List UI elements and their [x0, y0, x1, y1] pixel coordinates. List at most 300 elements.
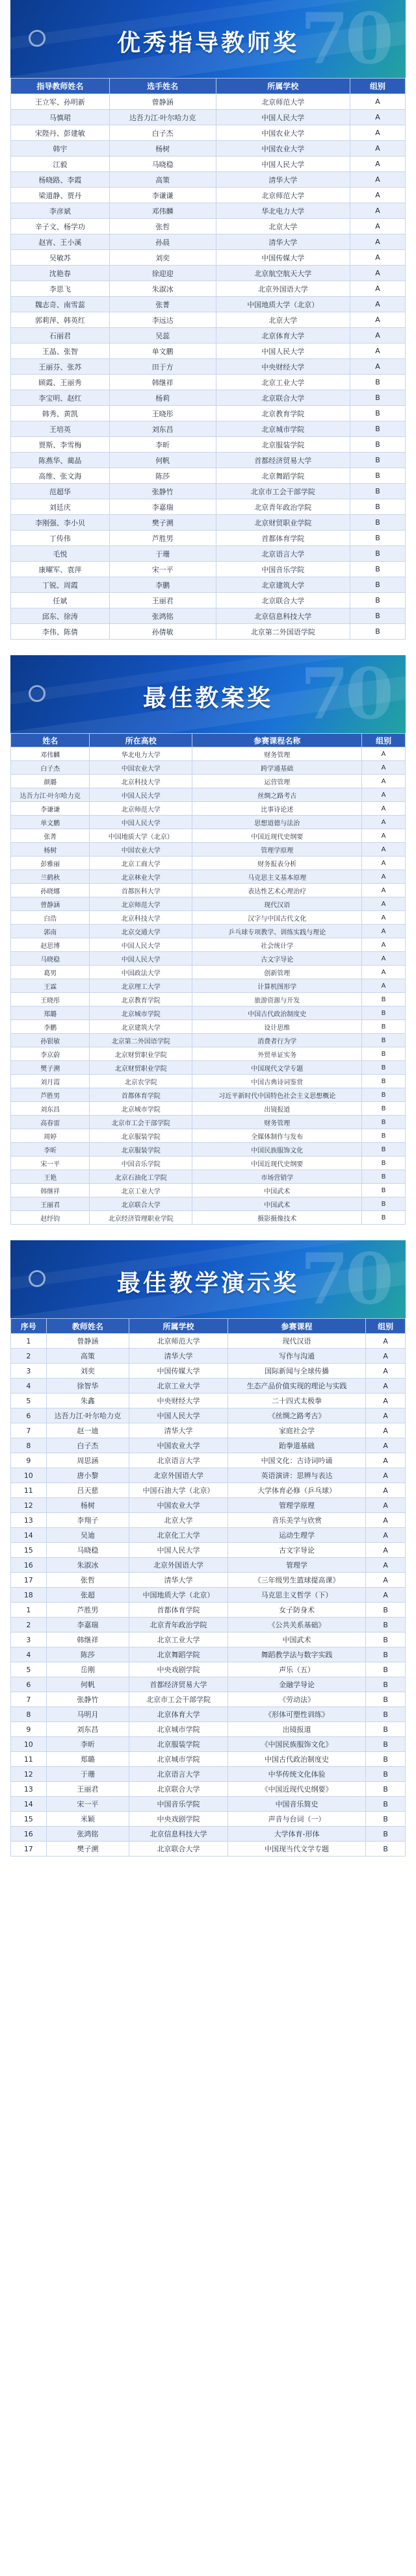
table-cell: 北京第二外国语学院 — [90, 1034, 192, 1047]
table-cell: B — [350, 437, 406, 453]
table-cell: 北京建筑大学 — [90, 1020, 192, 1034]
table-row — [11, 1364, 406, 1379]
table-cell: B — [350, 546, 406, 562]
table-cell: 兰鹤秋 — [11, 870, 90, 884]
table-cell: 北京服装学院 — [90, 1129, 192, 1143]
table-cell: 北京城市学院 — [216, 421, 350, 437]
table-cell: 中国农业大学 — [129, 1498, 228, 1513]
table-cell: 首都体育学院 — [90, 1088, 192, 1102]
table-cell: 刘东昌 — [109, 421, 216, 437]
table-row — [11, 1543, 406, 1558]
table-cell: 财务管理 — [192, 747, 362, 761]
table-row — [11, 156, 406, 172]
table-row — [11, 1170, 406, 1184]
table-cell: 12 — [11, 1767, 47, 1782]
table-cell: 北京联合大学 — [216, 593, 350, 608]
table-cell: 韩秀、黄凯 — [11, 406, 110, 421]
table-cell: A — [362, 952, 406, 966]
table-cell: 马慎珺 — [11, 110, 110, 125]
table-cell: B — [366, 1827, 406, 1842]
table-cell: 于珊 — [109, 546, 216, 562]
table-cell: B — [350, 406, 406, 421]
table-cell: 首都体育学院 — [216, 531, 350, 546]
table-cell: 北京服装学院 — [216, 437, 350, 453]
table-cell: B — [366, 1618, 406, 1632]
table-cell: 2 — [11, 1618, 47, 1632]
table-cell: 《中国民族服饰文化》 — [228, 1737, 365, 1752]
table-cell: 17 — [11, 1842, 47, 1857]
table-cell: 何帆 — [109, 453, 216, 468]
table-cell: 管理学原理 — [192, 843, 362, 857]
column-header: 组别 — [350, 79, 406, 94]
table-cell: A — [362, 979, 406, 993]
table-cell: 5 — [11, 1394, 47, 1408]
table-cell: 声乐（五） — [228, 1662, 365, 1677]
table-cell: 沈艳春 — [11, 266, 110, 281]
table-row — [11, 1707, 406, 1722]
table-cell: 3 — [11, 1364, 47, 1379]
table-cell: 思想道德与法治 — [192, 816, 362, 829]
table-cell: 孙银敏 — [11, 1034, 90, 1047]
table-cell: 北京联合大学 — [216, 390, 350, 406]
table-cell: 吴敏苏 — [11, 250, 110, 266]
table-row — [11, 897, 406, 911]
table-cell: A — [366, 1543, 406, 1558]
table-cell: B — [350, 593, 406, 608]
table-cell: 女子防身术 — [228, 1603, 365, 1618]
table-cell: B — [366, 1737, 406, 1752]
table-cell: 贾斯、李雪梅 — [11, 437, 110, 453]
table-cell: 14 — [11, 1528, 47, 1543]
table-cell: 8 — [11, 1707, 47, 1722]
table-cell: 中国地质大学（北京） — [90, 829, 192, 843]
table-cell: 二十四式太极拳 — [228, 1394, 365, 1408]
table-cell: 陈燕华、蔺晶 — [11, 453, 110, 468]
table-cell: A — [366, 1588, 406, 1603]
table-row — [11, 1408, 406, 1423]
table-cell: B — [362, 1184, 406, 1197]
table-cell: 芦胜男 — [11, 1088, 90, 1102]
table-cell: 宋一平 — [46, 1797, 129, 1812]
section-best-lesson-plan — [0, 655, 416, 1240]
table-cell: 18 — [11, 1588, 47, 1603]
table-cell: A — [362, 816, 406, 829]
table-cell: 石丽君 — [11, 328, 110, 344]
table-cell: 高策 — [46, 1349, 129, 1364]
table-row — [11, 1143, 406, 1157]
table-cell: 运动生理学 — [228, 1528, 365, 1543]
table-cell: B — [362, 1075, 406, 1088]
table-cell: 曾静涵 — [46, 1334, 129, 1349]
table-row — [11, 802, 406, 816]
table-cell: 古文字导论 — [192, 952, 362, 966]
table-row — [11, 1513, 406, 1528]
table-cell: 13 — [11, 1513, 47, 1528]
table-cell: A — [362, 897, 406, 911]
table-row — [11, 110, 406, 125]
table-cell: 唐小黎 — [46, 1468, 129, 1483]
table-cell: 北京语言大学 — [129, 1453, 228, 1468]
table-cell: 丁锐、周霞 — [11, 577, 110, 593]
table-cell: 宋一平 — [11, 1157, 90, 1170]
table-cell: A — [362, 843, 406, 857]
table-body — [11, 94, 406, 640]
table-cell: 北京教育学院 — [216, 406, 350, 421]
table-cell: 16 — [11, 1558, 47, 1573]
table-cell: 李谦谦 — [11, 802, 90, 816]
table-cell: 中国人民大学 — [129, 1543, 228, 1558]
table-row — [11, 1603, 406, 1618]
table-row — [11, 577, 406, 593]
table-row — [11, 747, 406, 761]
table-cell: B — [362, 1061, 406, 1075]
section-title: 最佳教案奖 — [142, 685, 273, 712]
table-cell: 北京外国语大学 — [216, 281, 350, 297]
table-cell: A — [350, 297, 406, 312]
table-cell: 芦胜男 — [109, 531, 216, 546]
table-cell: 中国近现代史纲要 — [192, 1157, 362, 1170]
table-row — [11, 1020, 406, 1034]
table-cell: 中国近现代史纲要 — [192, 829, 362, 843]
table-cell: 社会统计学 — [192, 938, 362, 952]
table-cell: A — [362, 802, 406, 816]
table-row — [11, 234, 406, 250]
table-row — [11, 1618, 406, 1632]
table-cell: 李鹏 — [109, 577, 216, 593]
table-row — [11, 437, 406, 453]
table-cell: B — [350, 453, 406, 468]
table-cell: A — [350, 312, 406, 328]
table-row — [11, 468, 406, 484]
table-cell: B — [366, 1677, 406, 1692]
table-cell: B — [350, 421, 406, 437]
table-cell: 刘奕 — [109, 250, 216, 266]
table-cell: 北京青年政治学院 — [129, 1618, 228, 1632]
table-cell: 何帆 — [46, 1677, 129, 1692]
table-cell: 颜璐 — [11, 775, 90, 788]
table-cell: 白浩 — [11, 911, 90, 925]
table-cell: 中国古典诗词鉴赏 — [192, 1075, 362, 1088]
section-outstanding-instructor — [0, 0, 416, 655]
table-cell: 《公共关系基础》 — [228, 1618, 365, 1632]
table-row — [11, 515, 406, 531]
table-cell: A — [362, 911, 406, 925]
table-row — [11, 1423, 406, 1438]
table-cell: A — [362, 884, 406, 897]
table-row — [11, 1102, 406, 1116]
table-cell: 李思飞 — [11, 281, 110, 297]
table-cell: 北京信息科技大学 — [216, 608, 350, 624]
table-cell: 10 — [11, 1737, 47, 1752]
table-cell: A — [350, 250, 406, 266]
table-cell: 市场营销学 — [192, 1170, 362, 1184]
table-cell: 7 — [11, 1692, 47, 1707]
table-row — [11, 1722, 406, 1737]
column-header: 组别 — [366, 1319, 406, 1334]
table-cell: 中华传统文化体验 — [228, 1767, 365, 1782]
table-row — [11, 344, 406, 359]
table-cell: B — [362, 993, 406, 1007]
table-cell: 大学体育必修（乒乓球） — [228, 1483, 365, 1498]
table-cell: 9 — [11, 1453, 47, 1468]
table-cell: B — [362, 1129, 406, 1143]
table-cell: A — [362, 857, 406, 870]
table-cell: 中国地质大学（北京） — [216, 297, 350, 312]
table-cell: 汉字与中国古代文化 — [192, 911, 362, 925]
table-cell: 北京联合大学 — [90, 1197, 192, 1211]
table-cell: 丁传伟 — [11, 531, 110, 546]
table-cell: 杨晓路、李霞 — [11, 172, 110, 188]
table-cell: 跆拳道基础 — [228, 1438, 365, 1453]
table-row — [11, 857, 406, 870]
table-cell: 白子杰 — [46, 1438, 129, 1453]
table-body — [11, 747, 406, 1225]
table-cell: 葛男 — [11, 966, 90, 979]
table-cell: 韩继祥 — [109, 375, 216, 390]
table-cell: 王丽君 — [109, 593, 216, 608]
table-cell: A — [350, 203, 406, 219]
table-cell: 北京科技大学 — [90, 911, 192, 925]
table-cell: A — [350, 156, 406, 172]
table-cell: 马克思主义哲学（下） — [228, 1588, 365, 1603]
table-row — [11, 1349, 406, 1364]
table-cell: 王艳 — [11, 1170, 90, 1184]
table-cell: 北京青年政治学院 — [216, 499, 350, 515]
table-row — [11, 1483, 406, 1498]
table-cell: A — [362, 747, 406, 761]
table-cell: 王立军、孙明新 — [11, 94, 110, 110]
table-cell: 中国文化：古诗词吟诵 — [228, 1453, 365, 1468]
table-cell: B — [362, 1102, 406, 1116]
table-cell: 北京大学 — [216, 219, 350, 234]
table-cell: 朱淑冰 — [109, 281, 216, 297]
table-row — [11, 1007, 406, 1020]
table-cell: 宋陛丹、彭建敏 — [11, 125, 110, 141]
table-cell: 樊子溯 — [46, 1842, 129, 1857]
table-cell: 北京市工会干部学院 — [129, 1692, 228, 1707]
table-row — [11, 406, 406, 421]
table-row — [11, 1647, 406, 1662]
table-row — [11, 1662, 406, 1677]
table-cell: 辛子文、杨学功 — [11, 219, 110, 234]
table-cell: 徐迎迎 — [109, 266, 216, 281]
table-cell: 李宝明、赵红 — [11, 390, 110, 406]
table-cell: 北京航空航天大学 — [216, 266, 350, 281]
table-cell: 写作与沟通 — [228, 1349, 365, 1364]
table-cell: 李嘉瑞 — [109, 499, 216, 515]
table-row — [11, 94, 406, 110]
table-cell: 中国农业大学 — [90, 761, 192, 775]
table-cell: 乒乓球专项教学、训练实践与理论 — [192, 925, 362, 938]
table-cell: B — [350, 484, 406, 499]
table-cell: A — [366, 1498, 406, 1513]
table-cell: 杨树 — [109, 141, 216, 156]
table-row — [11, 761, 406, 775]
table-cell: 北京服装学院 — [129, 1737, 228, 1752]
table-cell: 高维、张文海 — [11, 468, 110, 484]
table-cell: 北京城市学院 — [90, 1007, 192, 1020]
table-cell: 12 — [11, 1498, 47, 1513]
table-cell: B — [362, 1143, 406, 1157]
table-cell: 彭雅丽 — [11, 857, 90, 870]
table-row — [11, 1632, 406, 1647]
table-cell: 孙倩敏 — [109, 624, 216, 640]
section-best-teaching-demo — [0, 1240, 416, 1872]
table-cell: 郑璐 — [46, 1752, 129, 1767]
table-cell: 王培英 — [11, 421, 110, 437]
table-cell: A — [366, 1453, 406, 1468]
table-cell: 表达性艺术心理治疗 — [192, 884, 362, 897]
table-cell: 北京语言大学 — [216, 546, 350, 562]
table-row — [11, 1767, 406, 1782]
table-cell: 杨树 — [46, 1498, 129, 1513]
table-cell: 北京师范大学 — [90, 897, 192, 911]
table-cell: 生态产品价值实现的理论与实践 — [228, 1379, 365, 1394]
table-cell: B — [350, 515, 406, 531]
column-header: 参赛课程名称 — [192, 734, 362, 747]
table-row — [11, 1197, 406, 1211]
banner-watermark-70: 70 — [300, 0, 390, 78]
table-cell: 杨树 — [11, 843, 90, 857]
table-cell: 16 — [11, 1827, 47, 1842]
table-cell: 北京城市学院 — [129, 1752, 228, 1767]
table-row — [11, 328, 406, 344]
table-cell: 北京财贸职业学院 — [90, 1061, 192, 1075]
table-cell: 单文鹏 — [11, 816, 90, 829]
table-row — [11, 1184, 406, 1197]
table-cell: 朱淑冰 — [46, 1558, 129, 1573]
table-cell: 运营管理 — [192, 775, 362, 788]
table-cell: B — [350, 624, 406, 640]
table-cell: 中国农业大学 — [216, 125, 350, 141]
table-cell: 中国农业大学 — [216, 141, 350, 156]
table-cell: 米颖 — [46, 1812, 129, 1827]
table-cell: 芦胜男 — [46, 1603, 129, 1618]
table-cell: 刘廷庆 — [11, 499, 110, 515]
table-cell: 陈莎 — [46, 1647, 129, 1662]
table-cell: B — [366, 1603, 406, 1618]
table-cell: 北京外国语大学 — [129, 1558, 228, 1573]
table-row — [11, 1558, 406, 1573]
table-cell: A — [350, 328, 406, 344]
table-cell: A — [350, 234, 406, 250]
banner-watermark-70: 70 — [300, 655, 390, 733]
table-cell: 外贸单证实务 — [192, 1047, 362, 1061]
table-cell: 北京第二外国语学院 — [216, 624, 350, 640]
table-cell: 中国音乐学院 — [129, 1797, 228, 1812]
table-cell: 财务报表分析 — [192, 857, 362, 870]
table-cell: 白子杰 — [109, 125, 216, 141]
table-cell: B — [362, 1116, 406, 1129]
table-row — [11, 1752, 406, 1767]
table-cell: 中国传媒大学 — [216, 250, 350, 266]
table-cell: A — [350, 188, 406, 203]
table-row — [11, 172, 406, 188]
table-cell: 中国人民大学 — [216, 156, 350, 172]
table-cell: B — [350, 499, 406, 515]
column-header: 姓名 — [11, 734, 90, 747]
table-cell: 4 — [11, 1379, 47, 1394]
table-cell: A — [362, 938, 406, 952]
table-cell: 顾霞、王丽秀 — [11, 375, 110, 390]
table-cell: 8 — [11, 1438, 47, 1453]
table-row — [11, 979, 406, 993]
table-row — [11, 141, 406, 156]
table-cell: 王晓彤 — [11, 993, 90, 1007]
table-cell: 周思涵 — [46, 1453, 129, 1468]
table-cell: 15 — [11, 1543, 47, 1558]
column-header: 选手姓名 — [109, 79, 216, 94]
table-cell: 11 — [11, 1483, 47, 1498]
table-cell: 中央财经大学 — [216, 359, 350, 375]
table-cell: 大学体育-形体 — [228, 1827, 365, 1842]
table-cell: 高春雷 — [11, 1116, 90, 1129]
table-cell: B — [366, 1782, 406, 1797]
table-cell: 邱东、徐涛 — [11, 608, 110, 624]
table-cell: 田于方 — [109, 359, 216, 375]
table-cell: 清华大学 — [129, 1423, 228, 1438]
table-cell: 国际新闻与全球传播 — [228, 1364, 365, 1379]
column-header: 参赛课程 — [228, 1319, 365, 1334]
table-cell: 张静竹 — [109, 484, 216, 499]
table-cell: 李京蔚 — [11, 1047, 90, 1061]
table-cell: 马晓稳 — [11, 952, 90, 966]
table-cell: 首都体育学院 — [129, 1603, 228, 1618]
table-cell: 李鹏 — [11, 1020, 90, 1034]
table-cell: B — [350, 562, 406, 577]
table-row — [11, 1498, 406, 1513]
table-row — [11, 1034, 406, 1047]
table-cell: 马明月 — [46, 1707, 129, 1722]
table-row — [11, 390, 406, 406]
table-cell: 现代汉语 — [228, 1334, 365, 1349]
table-row — [11, 788, 406, 802]
table-cell: 首都经济贸易大学 — [216, 453, 350, 468]
table-cell: 刘奕 — [46, 1364, 129, 1379]
table-cell: 出镜报道 — [192, 1102, 362, 1116]
table-row — [11, 375, 406, 390]
table-row — [11, 484, 406, 499]
table-cell: 李嘉瑞 — [46, 1618, 129, 1632]
table-row — [11, 593, 406, 608]
table-cell: A — [362, 775, 406, 788]
table-cell: 张哲 — [109, 219, 216, 234]
table-row — [11, 359, 406, 375]
table-cell: 达吾力江·叶尔哈力克 — [109, 110, 216, 125]
table-cell: 丝绸之路考古 — [192, 788, 362, 802]
table-cell: 北京交通大学 — [90, 925, 192, 938]
table-row — [11, 870, 406, 884]
table-header-row — [11, 734, 406, 747]
table-cell: 北京师范大学 — [90, 802, 192, 816]
table-cell: 设计思维 — [192, 1020, 362, 1034]
table-cell: 毛悦 — [11, 546, 110, 562]
table-cell: B — [366, 1752, 406, 1767]
table-cell: 英语演讲：思辨与表达 — [228, 1468, 365, 1483]
table-row — [11, 843, 406, 857]
table-cell: 中央戏剧学院 — [129, 1812, 228, 1827]
table-cell: A — [350, 219, 406, 234]
table-cell: 邓伟麟 — [11, 747, 90, 761]
table-cell: 计算机图形学 — [192, 979, 362, 993]
table-cell: 张鸿铭 — [109, 608, 216, 624]
table-cell: 张哲 — [46, 1573, 129, 1588]
table-cell: 6 — [11, 1408, 47, 1423]
table-cell: 1 — [11, 1334, 47, 1349]
table-cell: B — [366, 1797, 406, 1812]
table-row — [11, 1394, 406, 1408]
table-row — [11, 966, 406, 979]
